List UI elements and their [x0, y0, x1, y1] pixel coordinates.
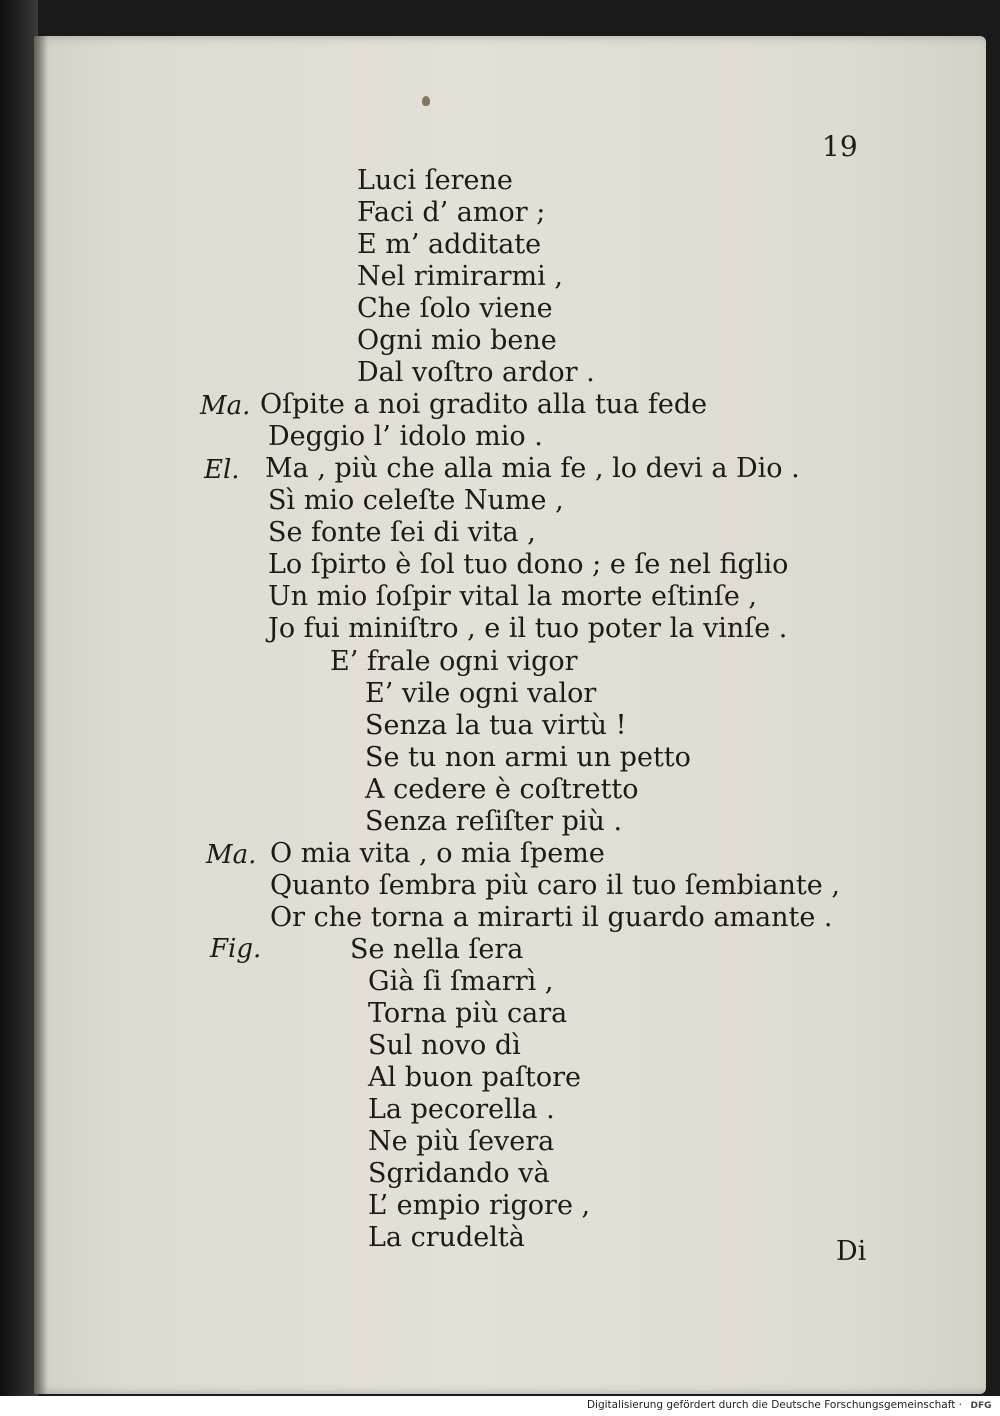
verse-line: E’ vile ogni valor: [365, 678, 597, 709]
footer-credit: Digitalisierung gefördert durch die Deutsche Forschungsgemeinschaft ·: [586, 1399, 962, 1411]
dfg-logo: DFG: [970, 1401, 992, 1411]
verse-line: Se tu non armi un petto: [365, 742, 691, 773]
verse-line: La crudeltà: [368, 1222, 525, 1253]
verse-line: Dal voſtro ardor .: [357, 357, 595, 388]
verse-line: Quanto ſembra più caro il tuo ſembiante ,: [270, 870, 840, 901]
speaker-label: El.: [204, 455, 240, 485]
digitization-footer: [0, 1396, 1000, 1416]
catchword: Di: [836, 1236, 867, 1267]
verse-line: O mia vita , o mia ſpeme: [270, 838, 605, 869]
verse-line: A cedere è coſtretto: [365, 774, 639, 805]
spine-shadow: [34, 36, 48, 1394]
speaker-label: Ma.: [206, 840, 257, 870]
verse-line: La pecorella .: [368, 1094, 555, 1125]
verse-line: Al buon paſtore: [368, 1062, 581, 1093]
verse-line: Oſpite a noi gradito alla tua fede: [260, 389, 708, 420]
verse-line: Jo fui miniſtro , e il tuo poter la vinſe .: [268, 613, 788, 644]
verse-line: Ma , più che alla mia fe , lo devi a Dio .: [265, 453, 800, 484]
verse-line: Sgridando và: [368, 1158, 550, 1189]
verse-line: Or che torna a mirarti il guardo amante .: [270, 902, 833, 933]
verse-line: Luci ſerene: [357, 165, 513, 196]
verse-line: Faci d’ amor ;: [357, 197, 546, 228]
verse-line: Nel rimirarmi ,: [357, 261, 563, 292]
verse-line: E’ frale ogni vigor: [330, 646, 578, 677]
verse-line: Ogni mio bene: [357, 325, 557, 356]
verse-line: Sì mio celeſte Nume ,: [268, 485, 564, 516]
verse-line: Senza reſiſter più .: [365, 806, 623, 837]
speaker-label: Fig.: [210, 934, 262, 964]
printer-ornament: [422, 96, 430, 106]
book-binding-left: [0, 0, 38, 1416]
verse-line: Senza la tua virtù !: [365, 710, 627, 741]
verse-line: Se nella ſera: [350, 934, 524, 965]
verse-line: Già ſi ſmarrì ,: [368, 966, 554, 997]
verse-line: Che ſolo viene: [357, 293, 553, 324]
verse-line: Deggio l’ idolo mio .: [268, 421, 543, 452]
verse-line: Lo ſpirto è ſol tuo dono ; e ſe nel figlio: [268, 549, 789, 580]
verse-line: Sul novo dì: [368, 1030, 521, 1061]
speaker-label: Ma.: [200, 391, 251, 421]
verse-line: Un mio ſoſpir vital la morte eſtinſe ,: [268, 581, 757, 612]
verse-line: Ne più ſevera: [368, 1126, 555, 1157]
verse-line: L’ empio rigore ,: [368, 1190, 591, 1221]
verse-line: E m’ additate: [357, 229, 542, 260]
verse-line: Torna più cara: [368, 998, 568, 1029]
page-number: 19: [822, 130, 858, 163]
verse-line: Se fonte ſei di vita ,: [268, 517, 536, 548]
